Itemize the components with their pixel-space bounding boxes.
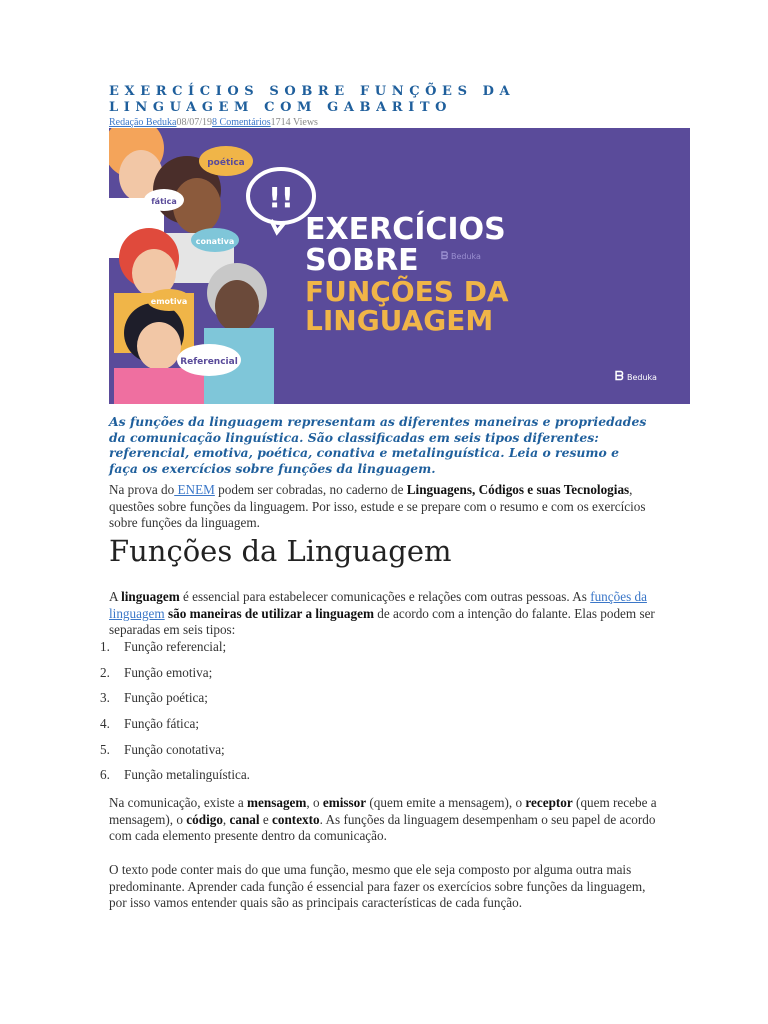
bold-text: receptor: [525, 795, 573, 810]
bubble-fatica: [144, 189, 184, 211]
brand-text: Beduka: [627, 373, 657, 382]
text-span: A: [109, 589, 122, 604]
text-span: (quem recebe a mensagem), o: [109, 795, 657, 827]
intro-lead: As funções da linguagem representam as diferentes maneiras e propriedades da comunicação linguística. São classificadas em seis tipos diferentes: referencial, emotiva, poética, conativa e metalinguística. Leia o resumo e faça os exercícios sobre funções da linguagem.: [109, 414, 647, 476]
bubble-poetica: [199, 146, 253, 176]
text-span: . As funções da linguagem desempenham o seu papel de acordo com cada elemento presente dentro da comunicação.: [109, 811, 656, 843]
list-number: 6.: [100, 767, 110, 783]
text-span: podem ser cobradas, no caderno de: [214, 482, 407, 497]
text-span: Na comunicação, existe a: [109, 795, 248, 810]
exclaim-text: !!: [268, 181, 294, 214]
list-text: Função fática;: [124, 716, 200, 732]
post-date: 08/07/19: [176, 117, 213, 128]
list-text: Função poética;: [124, 690, 208, 706]
list-item: [100, 715, 250, 741]
section-heading: Funções da Linguagem: [109, 534, 452, 568]
headline-line-1: EXERCÍCIOS: [305, 212, 506, 247]
svg-text:ᗷ: ᗷ: [441, 251, 449, 262]
text-span: , questões sobre funções da linguagem. Por isso, estude e se prepare com o resumo e com os exercícios sobre funções da linguagem.: [109, 482, 646, 530]
list-number: 1.: [100, 639, 110, 654]
list-item: [100, 689, 250, 715]
list-item: [100, 741, 250, 767]
text-span: e: [259, 811, 273, 827]
text-span: é essencial para estabelecer comunicações e relações com outras pessoas. As: [179, 589, 591, 604]
list-text: Função conotativa;: [124, 741, 225, 757]
headline-line-2: SOBRE: [305, 243, 419, 278]
text-span: (quem emite a mensagem), o: [366, 795, 526, 810]
bubble-conativa: [191, 228, 239, 252]
bold-text: mensagem: [247, 795, 307, 810]
paragraph-texto: O texto pode conter mais do que uma função, mesmo que ele seja composto por alguma outra mais predominante. Aprender cada função é essencial para fazer os exercícios sobre funções da linguagem, por isso vamos entender quais são as principais características de cada função.: [109, 862, 646, 910]
bubble-referencial: [177, 344, 241, 376]
list-item: [100, 638, 250, 664]
list-text: Função referencial;: [124, 639, 227, 654]
list-number: 2.: [100, 664, 110, 680]
paragraph-comunicacao: [109, 795, 659, 845]
list-number: 5.: [100, 741, 110, 757]
brand-mark-center: [441, 250, 481, 262]
svg-text:ᗷ: ᗷ: [615, 369, 624, 383]
bubble-label: poética: [207, 158, 245, 168]
brand-text: Beduka: [451, 252, 481, 261]
bold-text: canal: [229, 811, 260, 827]
text-span: Na prova do: [109, 482, 175, 497]
enem-link[interactable]: ENEM: [174, 482, 215, 497]
text-span: de acordo com a intenção do falante. Elas podem ser separadas em seis tipos:: [109, 605, 655, 637]
headline-line-4: LINGUAGEM: [305, 304, 494, 337]
headline-line-3: FUNÇÕES DA: [305, 275, 509, 308]
funcoes-link[interactable]: funções da linguagem: [109, 589, 647, 621]
bold-text: emissor: [322, 795, 367, 810]
list-item: [100, 664, 250, 690]
hero-illustration: [109, 128, 690, 404]
functions-list: [100, 638, 250, 792]
list-text: Função emotiva;: [124, 664, 213, 680]
bubble-label: conativa: [195, 237, 235, 246]
article-title: EXERCÍCIOS SOBRE FUNÇÕES DA LINGUAGEM COM GABARITO: [109, 84, 516, 115]
bubble-label: emotiva: [150, 297, 188, 306]
bubble-label: fática: [151, 197, 177, 206]
bold-text: contexto: [272, 811, 320, 827]
bold-text: Linguagens, Códigos e suas Tecnologias: [406, 482, 630, 497]
paragraph-enem: [109, 482, 659, 532]
author-link[interactable]: Redação Beduka: [109, 117, 177, 128]
text-span: , o: [306, 795, 323, 810]
text-span: ,: [222, 811, 230, 827]
views-count: 1714 Views: [270, 117, 318, 128]
list-number: 4.: [100, 716, 110, 732]
bold-text: são maneiras de utilizar a linguagem: [167, 605, 374, 621]
bold-text: linguagem: [121, 589, 180, 604]
list-item: [100, 766, 250, 792]
hero-banner: [109, 128, 690, 404]
list-number: 3.: [100, 690, 110, 706]
bubble-label: Referencial: [180, 357, 238, 367]
bold-text: código: [186, 811, 223, 827]
comments-link[interactable]: 8 Comentários: [212, 117, 271, 128]
list-text: Função metalinguística.: [124, 767, 250, 783]
bubble-emotiva: [147, 289, 191, 311]
paragraph-linguagem: [109, 589, 659, 639]
